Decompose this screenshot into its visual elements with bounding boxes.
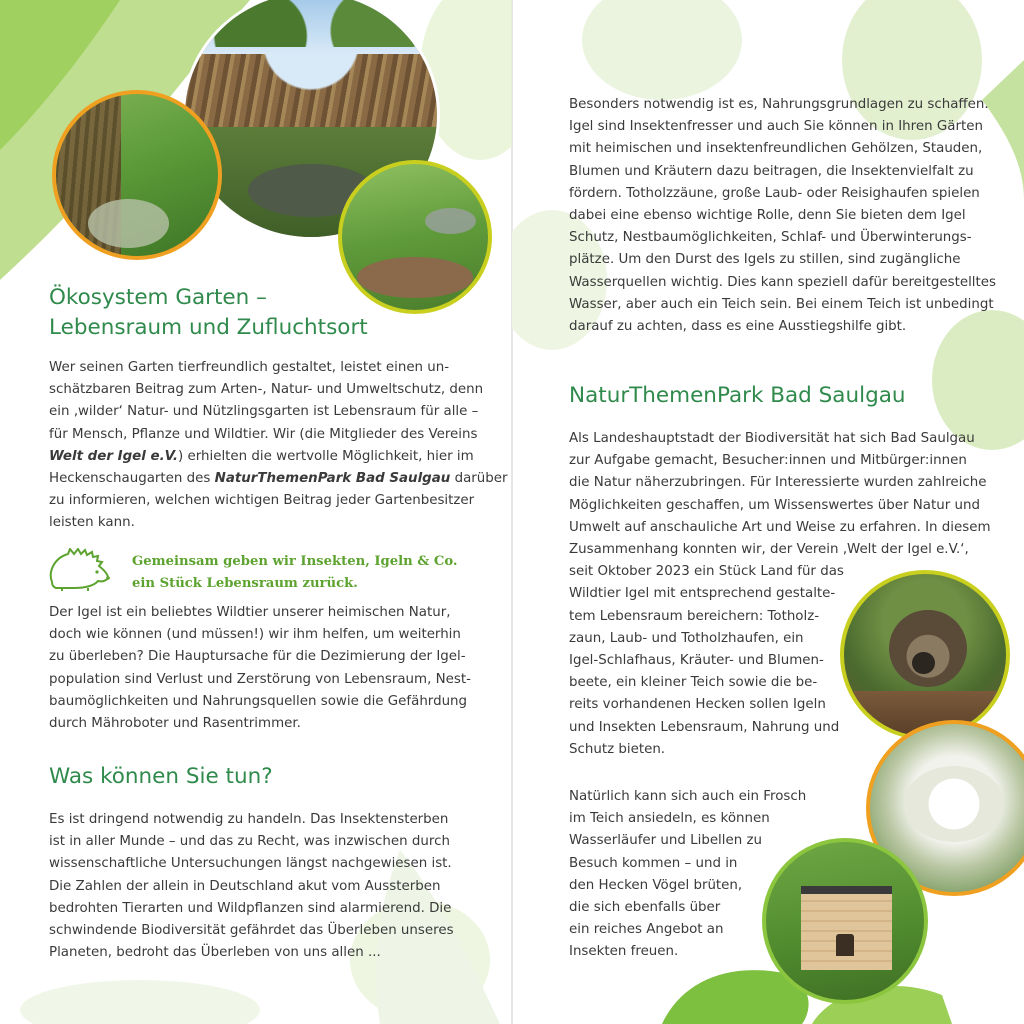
heading-naturthemenpark: NaturThemenPark Bad Saulgau (569, 383, 906, 408)
callout-text: Gemeinsam geben wir Insekten, Igeln & Co. ein Stück Lebensraum zurück. (132, 554, 458, 591)
hedgehog-photo (840, 570, 1010, 740)
frog-paragraph: Natürlich kann sich auch ein Frosch im Teich ansiedeln, es können Wasserläufer und Libellen zu Besuch kommen – und in den Hecken Vögel brüten, die sich ebenfalls über ein reiches Angebot an Insekten freuen. (569, 789, 807, 960)
nutrition-paragraph: Besonders notwendig ist es, Nahrungsgrundlagen zu schaffen. Igel sind Insektenfresser und auch Sie können in Ihren Gärten mit heimischen und insektenfreundlichen Gehölzen, Stauden, Blumen und Kräutern dazu beitragen, die Insektenvielfalt zu fördern. Totholzzäune, große Laub- oder Reisighaufen spielen dabei eine ebenso wichtige Rolle, denn Sie bieten dem Igel Schutz, Nestbaumöglichkeiten, Schlaf- und Überwinterungs- plätze. Um den Durst des Igels zu stillen, sind zugängliche Wasserquellen wichtig. Dies kann speziell dafür bereitgestelltes Wasser, aber auch ein Teich sein. Bei einem Teich ist unbedingt darauf zu achten, dass es eine Ausstiegshilfe gibt. (569, 97, 996, 335)
club-name: Welt der Igel e.V. (49, 448, 179, 464)
heading-oekosystem: Ökosystem Garten – Lebensraum und Zufluchtsort (49, 285, 368, 340)
hedgehog-paragraph: Der Igel ist ein beliebtes Wildtier unserer heimischen Natur, doch wie können (und müssen!) wir ihm helfen, um weiterhin zu überleben? Die Hauptursache für die Dezimierung der Igel- population sind Verlust und Zerstörung von Lebensraum, Nest- baumöglichkeiten und Nahrungsquellen sowie die Gefährdung durch Mähroboter und Rasentrimmer. (49, 605, 471, 732)
hedgehog-house-photo (762, 838, 928, 1004)
heading-was-koennen-sie-tun: Was können Sie tun? (49, 764, 273, 789)
action-paragraph: Es ist dringend notwendig zu handeln. Das Insektensterben ist in aller Munde – und das zu Recht, was inzwischen durch wissenschaftliche Untersuchungen längst nachgewiesen ist. Die Zahlen der allein in Deutschland akut vom Aussterben bedrohten Tierarten und Wildpflanzen sind alarmierend. Die schwindende Biodiversität gefährdet das Überleben unseres Planeten, bedroht das Überleben von uns allen ... (49, 812, 454, 961)
park-paragraph: Als Landeshauptstadt der Biodiversität hat sich Bad Saulgau zur Aufgabe gemacht, Besucher:innen und Mitbürger:innen die Natur näherzubringen. Für Interessierte wurden zahlreiche Möglichkeiten geschaffen, um Wissenswertes über Natur und Umwelt auf anschauliche Art und Weise zu erfahren. In diesem Zusammenhang konnten wir, der Verein ‚Welt der Igel e.V.‘, seit Oktober 2023 ein Stück Land für das Wildtier Igel mit entsprechend gestalte- tem Lebensraum bereichern: Totholz- zaun, Laub- und Totholzhaufen, ein Igel-Schlafhaus, Kräuter- und Blumen- beete, ein kleiner Teich sowie die be- reits vorhandenen Hecken sollen Igeln und Insekten Lebensraum, Nahrung und Schutz bieten. (569, 431, 991, 757)
park-name: NaturThemenPark Bad Saulgau (214, 471, 451, 487)
garden-lawn-photo (52, 90, 222, 260)
right-page (512, 0, 1024, 1024)
hedgehog-icon (44, 548, 112, 592)
intro-paragraph: Wer seinen Garten tierfreundlich gestaltet, leistet einen un- schätzbaren Beitrag zum Arten-, Natur- und Umweltschutz, denn ein ‚wilder‘ Natur- und Nützlingsgarten ist Lebensraum für alle – für Mensch, Pflanze und Wildtier. Wir (die Mitglieder des Vereins Welt der Igel e.V.) erhielten die wertvolle Möglichkeit, hier im Heckenschaugarten des NaturThemenPark Bad Saulgau darüber zu informieren, welchen wichtigen Beitrag jeder Gartenbesitzer leisten kann. (49, 360, 508, 531)
